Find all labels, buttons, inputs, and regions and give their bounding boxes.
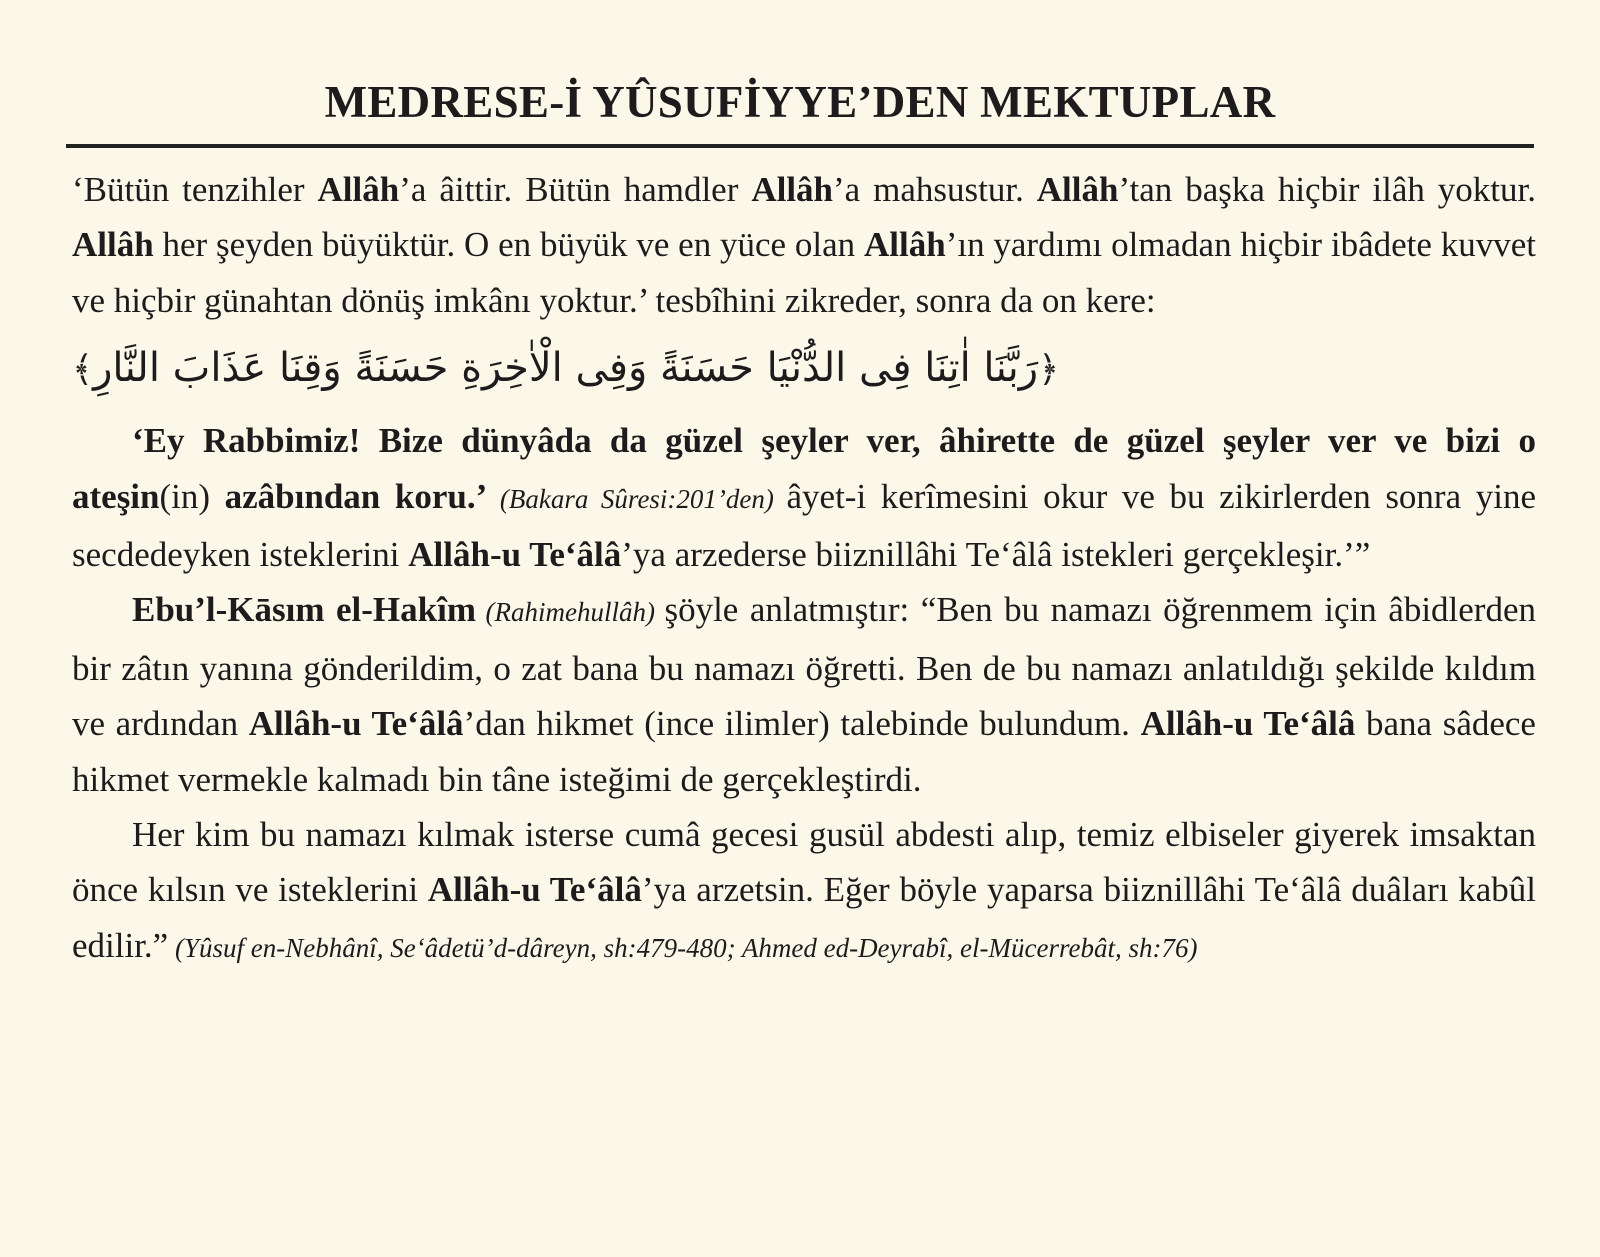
arabic-verse	[72, 328, 1536, 413]
bold-allah: Allâh	[72, 225, 154, 265]
text-run: bana sâdece hikmet vermekle kalmadı bin tâne isteğimi de gerçekleştirdi.	[72, 704, 1536, 799]
ornate-bracket-open: ﴿	[1038, 349, 1060, 391]
text-run: Her kim bu namazı kılmak isterse cumâ gecesi gusül abdesti alıp, temiz elbiseler giyerek imsaktan önce kılsın ve isteklerini	[72, 815, 1536, 910]
verse-citation: (Bakara Sûresi:201’den)	[487, 483, 787, 514]
bold-allah: Allâh-u Te‘âlâ	[427, 870, 642, 910]
text-run: ’ın yardımı olmadan hiçbir ibâdete kuvvet ve hiçbir günahtan dönüş imkânı yoktur.’ tesbîhini zikreder, sonra da on kere:	[72, 225, 1536, 320]
text-run: ’dan hikmet (ince ilimler) talebinde bulundum.	[463, 704, 1141, 744]
text-run: ’a mahsustur.	[833, 170, 1037, 209]
text-run: ’ya arzederse biiznillâhi Te‘âlâ istekleri gerçekleşir.’”	[621, 535, 1371, 575]
bold-allah: Allâh	[863, 225, 946, 265]
honorific-citation: (Rahimehullâh)	[476, 597, 665, 628]
text-run: ‘Bütün tenzihler	[72, 170, 318, 209]
arabic-verse-text: رَبَّنَا اٰتِنَا فِى الدُّنْيَا حَسَنَةً وَفِى الْاٰخِرَةِ حَسَنَةً وَقِنَا عَذَابَ النَّارِ	[93, 345, 1039, 392]
bold-allah: Allâh-u Te‘âlâ	[248, 704, 464, 744]
bold-allah: Allâh	[751, 170, 834, 209]
paragraph-tesbih	[72, 162, 1536, 328]
bold-allah: Allâh	[317, 170, 400, 209]
text-run: (in)	[159, 476, 225, 516]
bold-allah: Allâh-u Te‘âlâ	[1140, 704, 1356, 744]
paragraph-instruction	[72, 807, 1536, 976]
bold-translation: ‘Ey Rabbimiz! Bize dünyâda da güzel şeyler ver, âhirette de güzel şeyler ver ve bizi o ateşin	[72, 421, 1536, 516]
text-run: ’ya arzetsin. Eğer böyle yaparsa biiznillâhi Te‘âlâ duâları kabûl edilir.”	[72, 870, 1536, 965]
text-run: her şeyden büyüktür. O en büyük ve en yüce olan	[153, 225, 864, 265]
ornate-bracket-close: ﴾	[72, 349, 94, 391]
text-run: ’tan başka hiçbir ilâh yoktur.	[1118, 170, 1537, 209]
header-rule	[66, 144, 1534, 148]
bold-allah: Allâh	[1036, 170, 1119, 209]
source-citation: (Yûsuf en-Nebhânî, Se‘âdetü’d-dâreyn, sh:479-480; Ahmed ed-Deyrabî, el-Mücerrebât, sh:76)	[168, 932, 1198, 963]
paragraph-translation	[72, 413, 1536, 582]
running-header-title: MEDRESE-İ YÛSUFİYYE’DEN MEKTUPLAR	[324, 77, 1276, 127]
bold-allah: Allâh-u Te‘âlâ	[408, 535, 622, 575]
text-run: şöyle anlatmıştır: “Ben bu namazı öğrenmem için âbidlerden bir zâtın yanına gönderildim, o zat bana bu namazı öğretti. Ben de bu namazı anlatıldığı şekilde kıldım ve ardından	[72, 590, 1536, 744]
paragraph-narration	[72, 582, 1536, 807]
page-body	[72, 162, 1536, 976]
text-run: âyet-i kerîmesini okur ve bu zikirlerden sonra yine secdedeyken isteklerini	[72, 476, 1536, 575]
bold-narrator-name: Ebu’l-Kāsım el-Hakîm	[132, 590, 477, 630]
bold-translation: azâbından koru.’	[224, 476, 488, 516]
text-run: ’a âittir. Bütün hamdler	[399, 170, 752, 209]
